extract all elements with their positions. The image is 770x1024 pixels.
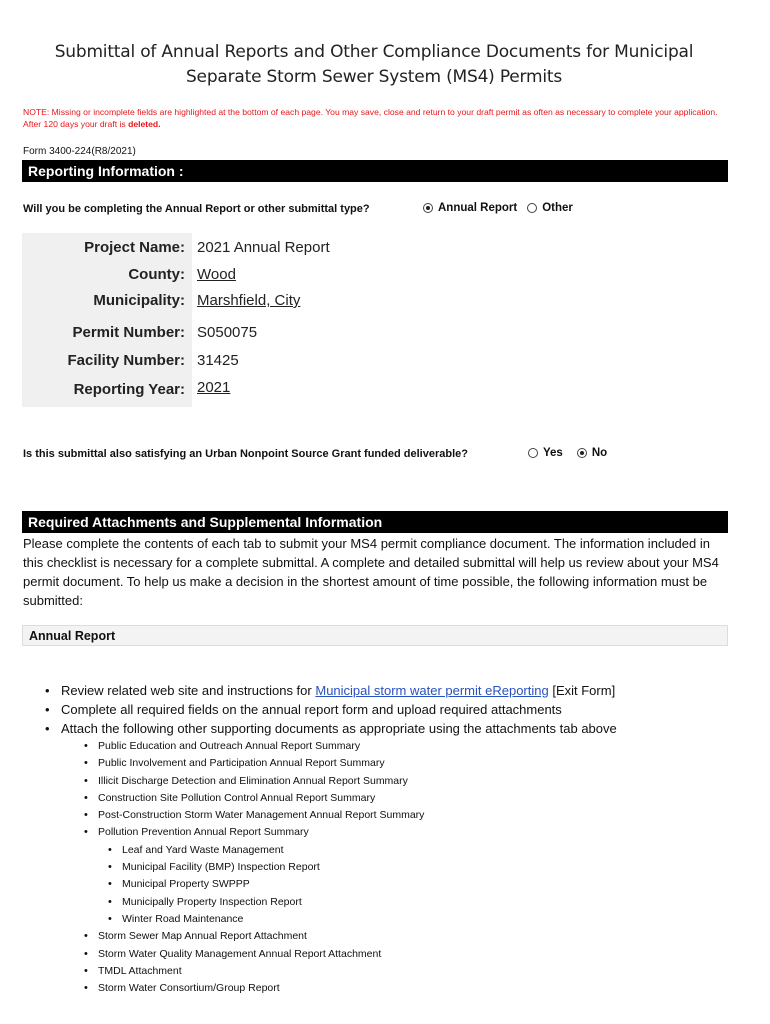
field-project-name xyxy=(22,239,728,265)
note-bold: deleted. xyxy=(128,119,161,129)
field-county xyxy=(22,266,728,292)
reporting-year-label: Reporting Year: xyxy=(73,381,185,398)
option-yes[interactable] xyxy=(528,447,563,459)
county-value[interactable]: Wood xyxy=(197,266,236,283)
field-municipality xyxy=(22,292,728,318)
list-item: • TMDL Attachment xyxy=(84,963,424,980)
submittal-type-radios xyxy=(423,202,577,214)
list-item: • Public Education and Outreach Annual Report Summary xyxy=(84,738,424,755)
list-item: • Municipal Property SWPPP xyxy=(108,876,424,893)
radio-no[interactable] xyxy=(577,448,587,458)
reporting-year-value[interactable]: 2021 xyxy=(197,379,231,396)
list-item: • Construction Site Pollution Control Annual Report Summary xyxy=(84,790,424,807)
list-item: • Attach the following other supporting documents as appropriate using the attachments tab above xyxy=(45,719,735,738)
title-line-1: Submittal of Annual Reports and Other Compliance Documents for Municipal xyxy=(54,42,694,62)
list-item: • Illicit Discharge Detection and Elimination Annual Report Summary xyxy=(84,773,424,790)
ereporting-link[interactable]: Municipal storm water permit eReporting xyxy=(315,683,549,698)
radio-annual-report[interactable] xyxy=(423,203,433,213)
option-yes-label: Yes xyxy=(543,447,563,459)
option-no[interactable] xyxy=(577,447,607,459)
attachments-section-header: Required Attachments and Supplemental Information xyxy=(22,511,728,533)
permit-number-label: Permit Number: xyxy=(72,324,185,341)
list-item: • Leaf and Yard Waste Management xyxy=(108,842,424,859)
title-line-2: Separate Storm Sewer System (MS4) Permits xyxy=(185,67,563,87)
supporting-docs-list xyxy=(84,738,424,997)
project-info-panel xyxy=(22,233,728,407)
submittal-type-question: Will you be completing the Annual Report or other submittal type? xyxy=(23,203,370,215)
note-text: NOTE: Missing or incomplete fields are highlighted at the bottom of each page. You may save, close and return to your draft permit as often as necessary to complete your application. After 120 days your draft is xyxy=(23,107,718,129)
attachments-intro: Please complete the contents of each tab to submit your MS4 permit compliance document. The information included in this checklist is necessary for a complete submittal. A complete and detailed submittal will help us review about your MS4 permit document. To help us make a decision in the shortest amount of time possible, the following information must be submitted: xyxy=(23,536,719,608)
reporting-section-header: Reporting Information : xyxy=(22,160,728,182)
list-item: • Post-Construction Storm Water Management Annual Report Summary xyxy=(84,807,424,824)
list-item xyxy=(45,681,735,700)
option-annual-report[interactable] xyxy=(423,202,517,214)
annual-report-subheader: Annual Report xyxy=(22,625,728,646)
bullet1-prefix: Review related web site and instructions for xyxy=(61,683,316,698)
option-other[interactable] xyxy=(527,202,573,214)
option-annual-report-label: Annual Report xyxy=(438,202,518,214)
option-other-label: Other xyxy=(542,202,573,214)
list-item: • Winter Road Maintenance xyxy=(108,911,424,928)
list-item: • Municipally Property Inspection Report xyxy=(108,894,424,911)
field-facility-number xyxy=(22,352,728,378)
list-item: • Storm Water Quality Management Annual Report Attachment xyxy=(84,946,424,963)
radio-other[interactable] xyxy=(527,203,537,213)
municipality-value[interactable]: Marshfield, City xyxy=(197,292,301,309)
municipality-label: Municipality: xyxy=(93,292,185,309)
list-item: • Public Involvement and Participation Annual Report Summary xyxy=(84,755,424,772)
field-reporting-year xyxy=(22,381,728,407)
facility-number-value[interactable]: 31425 xyxy=(197,352,239,369)
grant-question: Is this submittal also satisfying an Urban Nonpoint Source Grant funded deliverable? xyxy=(23,448,468,460)
list-item: • Pollution Prevention Annual Report Summary xyxy=(84,824,424,841)
facility-number-label: Facility Number: xyxy=(67,352,185,369)
county-label: County: xyxy=(128,266,185,283)
list-item: • Storm Water Consortium/Group Report xyxy=(84,980,424,997)
pollution-prevention-sublist xyxy=(84,842,424,928)
list-item: • Municipal Facility (BMP) Inspection Report xyxy=(108,859,424,876)
radio-yes[interactable] xyxy=(528,448,538,458)
option-no-label: No xyxy=(591,447,608,459)
field-permit-number xyxy=(22,324,728,350)
grant-radios xyxy=(528,447,611,459)
instructions-list xyxy=(45,681,735,738)
project-name-label: Project Name: xyxy=(84,239,185,256)
draft-note xyxy=(23,106,733,130)
form-number: Form 3400-224(R8/2021) xyxy=(23,146,136,157)
bullet1-suffix: [Exit Form] xyxy=(548,683,616,698)
form-title xyxy=(20,40,728,90)
project-name-value[interactable]: 2021 Annual Report xyxy=(197,239,330,256)
permit-number-value[interactable]: S050075 xyxy=(197,324,258,341)
list-item: • Storm Sewer Map Annual Report Attachment xyxy=(84,928,424,945)
list-item: • Complete all required fields on the annual report form and upload required attachments xyxy=(45,700,735,719)
